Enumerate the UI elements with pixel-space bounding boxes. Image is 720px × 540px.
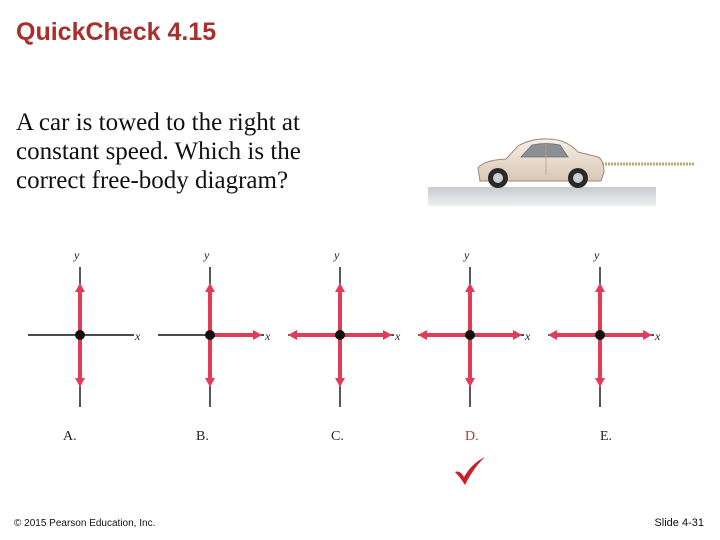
- arrow-head: [205, 378, 215, 387]
- slide-number: Slide 4-31: [654, 517, 704, 529]
- particle-dot: [335, 330, 345, 340]
- arrow-head: [75, 283, 85, 292]
- force-arrow-right: [210, 330, 262, 340]
- y-axis-label: y: [204, 248, 210, 262]
- copyright-footer: © 2015 Pearson Education, Inc.: [14, 518, 156, 529]
- force-arrow-down: [465, 335, 475, 387]
- choice-letter: A.: [63, 429, 77, 444]
- force-arrow-left: [418, 330, 470, 340]
- arrow-head: [335, 378, 345, 387]
- question-text: [16, 108, 366, 195]
- free-body-diagram: [536, 245, 666, 425]
- particle-dot: [465, 330, 475, 340]
- y-axis-label: y: [464, 248, 470, 262]
- arrow-head: [465, 283, 475, 292]
- fbd-choice-c[interactable]: [276, 245, 406, 450]
- particle-dot: [595, 330, 605, 340]
- fbd-choice-b[interactable]: [146, 245, 276, 450]
- slide-title: QuickCheck 4.15: [16, 18, 217, 46]
- y-axis-label: y: [594, 248, 600, 262]
- force-arrow-up: [595, 283, 605, 335]
- force-arrow-left: [548, 330, 600, 340]
- free-body-diagram: [146, 245, 276, 425]
- arrow-head: [643, 330, 652, 340]
- choice-letter: C.: [331, 429, 344, 444]
- force-arrow-left: [288, 330, 340, 340]
- force-arrow-right: [470, 330, 522, 340]
- arrow-head: [205, 283, 215, 292]
- arrow-head: [548, 330, 557, 340]
- x-axis-label: x: [655, 329, 661, 343]
- force-arrow-down: [335, 335, 345, 387]
- force-arrow-right: [600, 330, 652, 340]
- arrow-head: [75, 378, 85, 387]
- particle-dot: [205, 330, 215, 340]
- force-arrow-right: [340, 330, 392, 340]
- choice-letter: D.: [465, 429, 479, 444]
- force-arrow-up: [335, 283, 345, 335]
- force-arrow-down: [205, 335, 215, 387]
- arrow-head: [595, 378, 605, 387]
- arrow-head: [253, 330, 262, 340]
- arrow-head: [335, 283, 345, 292]
- free-body-diagram: [276, 245, 406, 425]
- question-line: A car is towed to the right at: [16, 109, 300, 136]
- arrow-head: [595, 283, 605, 292]
- arrow-head: [418, 330, 427, 340]
- y-axis-label: y: [334, 248, 340, 262]
- force-arrow-up: [205, 283, 215, 335]
- front-wheel: [488, 168, 508, 188]
- fbd-choice-a[interactable]: [16, 245, 146, 450]
- free-body-diagram: [406, 245, 536, 425]
- free-body-diagram: [16, 245, 146, 425]
- arrow-head: [465, 378, 475, 387]
- x-axis-label: x: [135, 329, 141, 343]
- question-line: correct free-body diagram?: [16, 167, 289, 194]
- force-arrow-up: [465, 283, 475, 335]
- x-axis-label: x: [395, 329, 401, 343]
- x-axis-label: x: [525, 329, 531, 343]
- choice-letter: E.: [600, 429, 613, 444]
- x-axis-label: x: [265, 329, 271, 343]
- ground-surface: [428, 187, 656, 206]
- y-axis-label: y: [74, 248, 80, 262]
- towed-car-illustration: [428, 130, 698, 210]
- fbd-choice-e[interactable]: [536, 245, 666, 450]
- force-arrow-down: [75, 335, 85, 387]
- arrow-head: [513, 330, 522, 340]
- arrow-head: [383, 330, 392, 340]
- question-line: constant speed. Which is the: [16, 138, 301, 165]
- checkmark-icon: [452, 455, 488, 487]
- rear-wheel: [568, 168, 588, 188]
- fbd-choice-d[interactable]: [406, 245, 536, 450]
- force-arrow-down: [595, 335, 605, 387]
- arrow-head: [288, 330, 297, 340]
- choice-letter: B.: [196, 429, 209, 444]
- force-arrow-up: [75, 283, 85, 335]
- particle-dot: [75, 330, 85, 340]
